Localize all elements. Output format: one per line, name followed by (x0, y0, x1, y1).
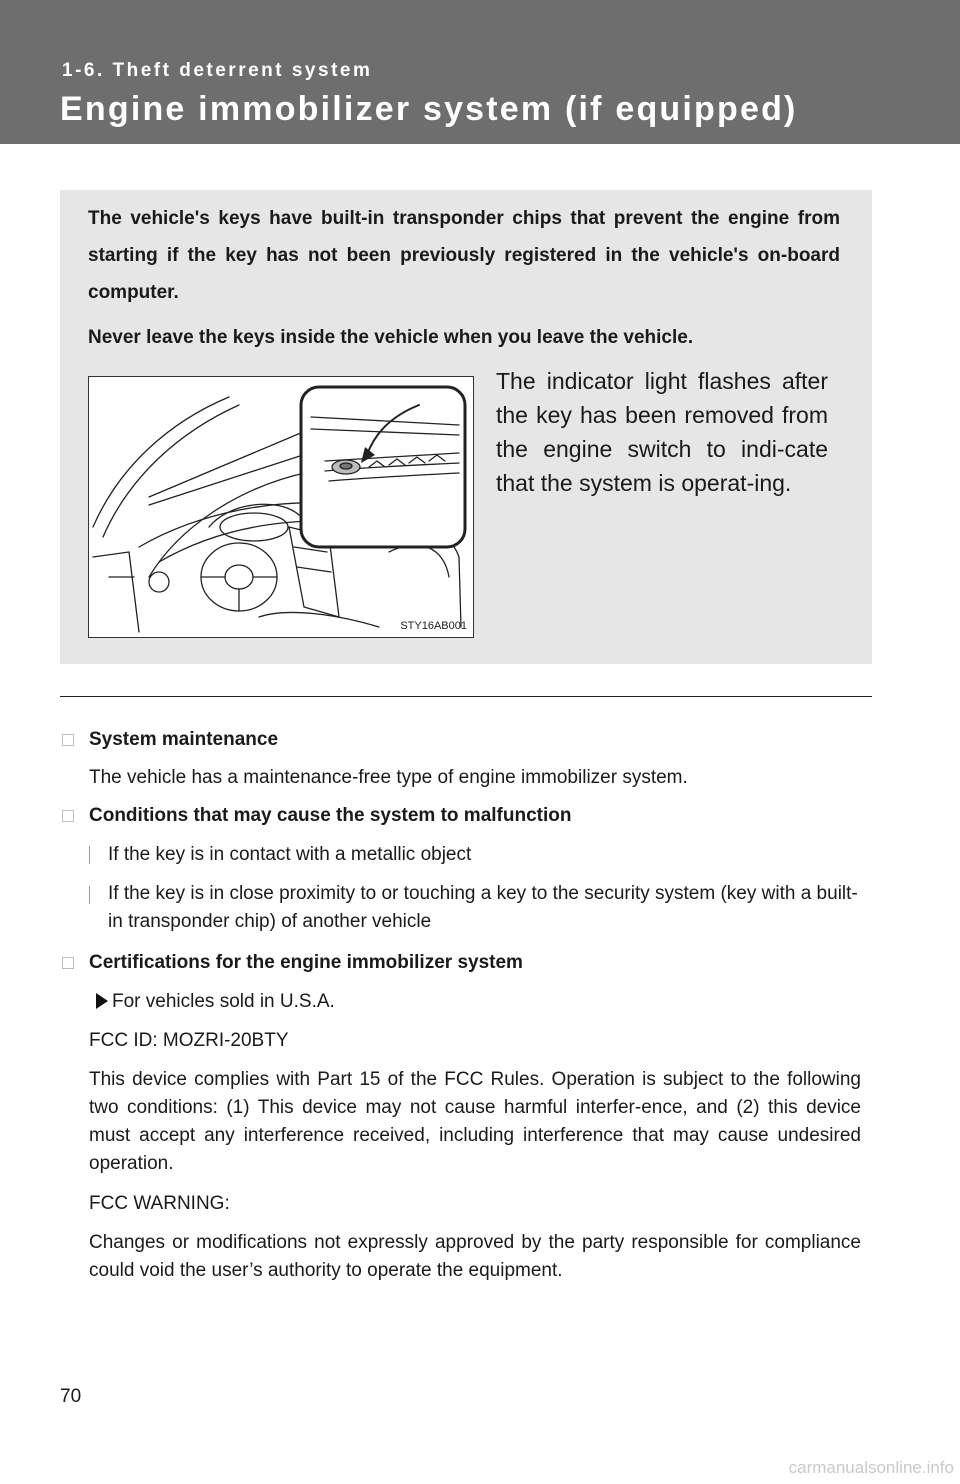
square-bullet-icon (62, 810, 74, 822)
list-item: If the key is in close proximity to or touching a key to the security system (key with a built-in transponder chip) of another vehicle (108, 883, 858, 932)
figure-caption: The indicator light flashes after the key has been removed from the engine switch to indi-cate that the system is operat-ing. (496, 368, 828, 496)
square-bullet-icon (62, 957, 74, 969)
warning-label: FCC WARNING: (89, 1193, 230, 1214)
section-divider (60, 696, 872, 697)
list-bullet-icon (89, 886, 96, 904)
malfunction-heading: Conditions that may cause the system to malfunction (89, 805, 572, 826)
maintenance-text: The vehicle has a maintenance-free type of engine immobilizer system. (89, 767, 688, 788)
region-label: For vehicles sold in U.S.A. (112, 991, 335, 1012)
compliance-text: This device complies with Part 15 of the FCC Rules. Operation is subject to the following two conditions: (1) This device may not cause harmful interfer-ence, and (2) this device must accept any interference received, including interference that may cause undesired operation. (89, 1069, 861, 1174)
dashboard-illustration (88, 376, 474, 638)
certifications-heading: Certifications for the engine immobilizer system (89, 952, 523, 973)
intro-box (60, 190, 872, 664)
triangle-bullet-icon (96, 993, 108, 1009)
car-interior-drawing (89, 377, 473, 637)
maintenance-heading: System maintenance (89, 729, 279, 750)
page-number: 70 (60, 1386, 82, 1407)
square-bullet-icon (62, 734, 74, 746)
page-title: Engine immobilizer system (if equipped) (60, 90, 798, 128)
intro-paragraph: The vehicle's keys have built-in transponder chips that prevent the engine from starting if the key has not been previously registered in the vehicle's on-board computer. (88, 208, 840, 303)
page-header (0, 0, 960, 144)
section-label: 1-6. Theft deterrent system (62, 60, 373, 81)
list-bullet-icon (89, 846, 96, 864)
region-line (96, 988, 868, 1016)
fcc-id: FCC ID: MOZRI-20BTY (89, 1030, 289, 1051)
list-item: If the key is in contact with a metallic object (108, 844, 472, 865)
warning-text: Changes or modifications not expressly approved by the party responsible for compliance could void the user’s authority to operate the equipment. (89, 1232, 861, 1281)
watermark: carmanualsonline.info (788, 1458, 954, 1477)
intro-warning: Never leave the keys inside the vehicle when you leave the vehicle. (88, 327, 694, 348)
figure-code: STY16AB001 (400, 620, 467, 632)
